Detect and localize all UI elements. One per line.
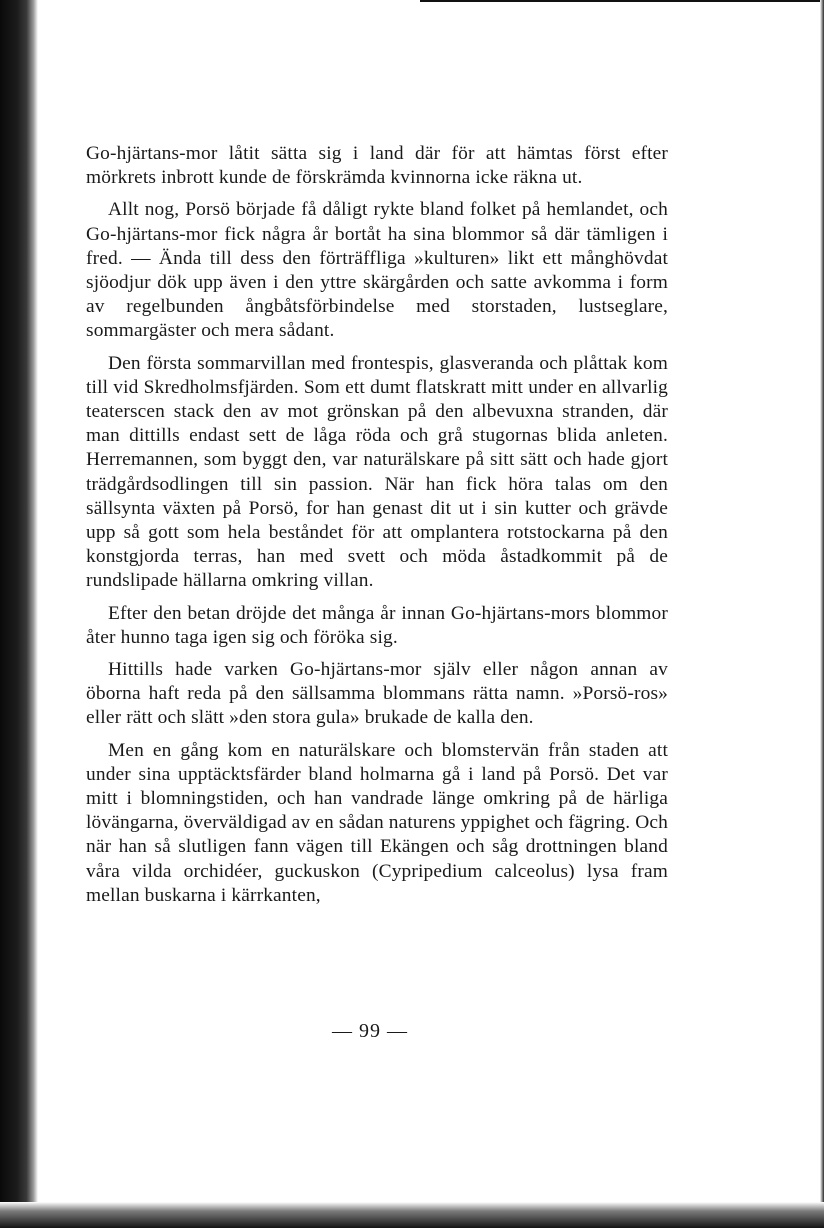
right-page-edge [820,0,824,1228]
paragraph-summer-villa: Den första sommarvillan med frontespis, glasveranda och plåttak kom till vid Skredholmsfjärden. Som ett dumt flatskratt mitt under en allvarlig teaterscen stack den av mot grönskan på den albevuxna stranden, där man dittills endast sett de låga röda och grå stugornas blida anleten. Herremannen, som byggt den, var naturälskare på sitt sätt och hade gjort trädgårdsodlingen till sin passion. När han fick höra talas om den sällsynta växten på Porsö, for han genast dit ut i sin kutter och grävde upp så gott som hela beståndet för att omplantera rotstockarna på den konstgjorda terras, han med svett och möda åstadkommit på de rundslipade hällarna omkring villan. [86,352,668,592]
paragraph-recovery: Efter den betan dröjde det många år innan Go-hjärtans-mors blommor åter hunno taga igen sig och föröka sig. [86,602,668,648]
body-text [86,142,668,916]
paragraph-flower-name: Hittills hade varken Go-hjärtans-mor själv eller någon annan av öborna haft reda på den sällsamma blommans rätta namn. »Porsö-ros» eller rätt och slätt »den stora gula» brukade de kalla den. [86,659,668,729]
bottom-page-edge [0,1202,824,1228]
book-spine-shadow [0,0,38,1228]
paragraph-continuation: Go-hjärtans-mor låtit sätta sig i land där för att hämtas först efter mörkrets inbrott kunde de förskrämda kvinnorna icke räkna ut. [86,143,668,189]
page-number: — 99 — [332,1020,408,1042]
paragraph-porso-rumor: Allt nog, Porsö började få dåligt rykte bland folket på hemlandet, och Go-hjärtans-mor fick några år bortåt ha sina blommor så där tämligen i fred. — Ända till dess den förträffliga »kulturen» likt ett månghövdat sjöodjur dök upp även i den yttre skärgården och satte avkomma i form av regelbunden ångbåtsförbindelse med storstaden, lustseglare, sommargäster och mera sådant. [86,199,668,342]
top-edge-line [420,0,824,2]
paragraph-naturalist: Men en gång kom en naturälskare och blomstervän från staden att under sina upptäcktsfärder bland holmarna gå i land på Porsö. Det var mitt i blomningstiden, och han vandrade länge omkring på de härliga lövängarna, överväldigad av en sådan naturens yppighet och fägring. Och när han så slutligen fann vägen till Ekängen och såg drottningen bland våra vilda orchidéer, guckuskon (Cypripedium calceolus) lysa fram mellan buskarna i kärrkanten, [86,739,668,906]
